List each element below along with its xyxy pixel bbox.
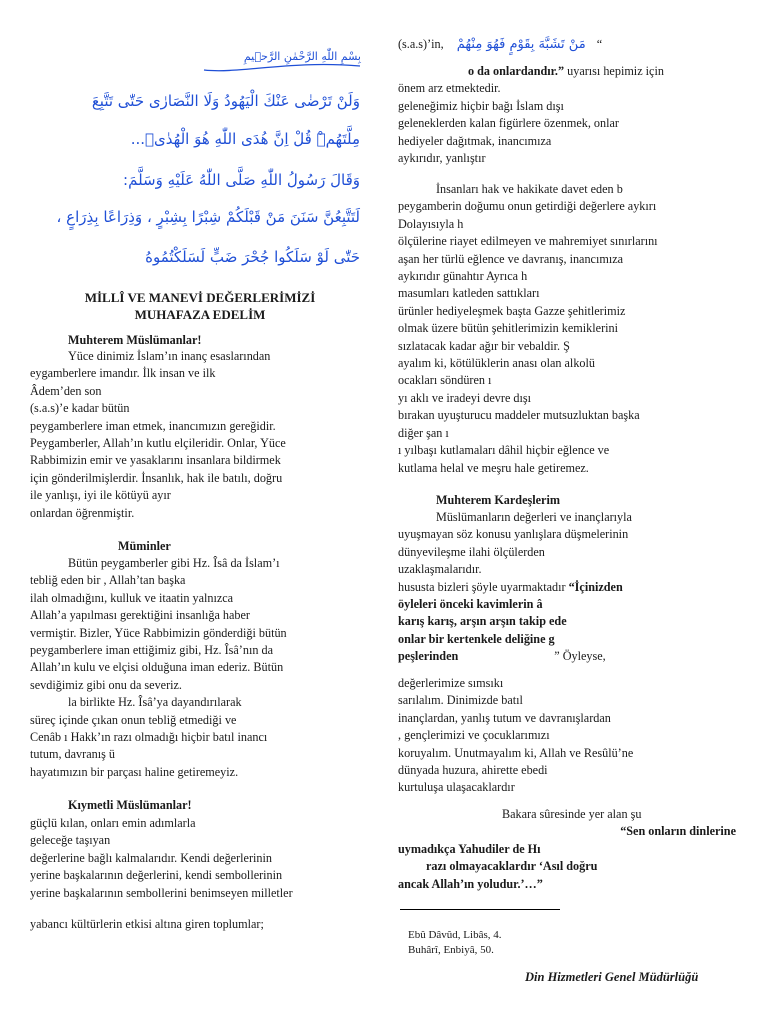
text-line: sevdiğimiz gibi onu da severiz. [30,677,182,692]
text-line: hayatımızın bir parçası haline getiremeyiz. [30,764,239,779]
sas-text: (s.a.s)’in, [398,37,444,51]
left-paragraph-2 [30,555,370,781]
arabic-line-5: حَتّٰى لَوْ سَلَكُوا جُحْرَ ضَبٍّ لَسَلَكْتُمُوهُ [145,248,360,266]
text-line: sızlatacak kadar ağır bir vebaldir. Ş [398,338,570,353]
bold-quote-line: peşlerinden [398,649,459,664]
text-line: uyarısı hepimiz için [564,64,664,78]
text-line: Dolayısıyla h [398,216,464,231]
text-line: değerlerine bağlı kalmalarıdır. Kendi değerlerinin [30,850,272,865]
arabic-line-1: وَلَنْ تَرْضٰى عَنْكَ الْيَهُودُ وَلَا النَّصَارٰى حَتّٰى تَتَّبِعَ [91,92,360,110]
sermon-title [30,289,370,323]
basmala-calligraphy [200,52,365,76]
text-line: kutlama helal ve meşru hale getiremez. [398,460,589,475]
text-line: için gönderilmişlerdir. İnsanlık, hak ile batılı, doğru [30,470,283,485]
text-line: Allah’ın kulu ve elçisi olduğuna iman ederiz. Bütün [30,660,284,675]
text-line: ayalım ki, kötülüklerin anası olan alkolü [398,356,595,371]
text-line: ı yılbaşı kutlamaları dâhil hiçbir eğlence ve [398,443,610,458]
footnote-2: Buhârî, Enbiyâ, 50. [408,944,494,956]
hadith-arabic: مَنْ تَشَبَّهَ بِقَوْمٍ فَهُوَ مِنْهُمْ [456,37,586,52]
text-line: peygamberlere iman etmek, inancımızın gereğidir. [30,418,276,433]
text-line: Bakara sûresinde yer alan şu [502,807,642,821]
text-line: ürünler hediyeleşmek başta Gazze şehitlerimiz [398,303,626,318]
text-line: geleneklerden kalan figürlere özenmek, onlar [398,116,619,131]
left-paragraph-1 [30,348,370,522]
bold-quote-line: ancak Allah’ın yoludur.’…” [398,876,543,891]
text-line: eygamberlere imandır. İlk insan ve ilk [30,366,216,381]
text-line: yerine başkalarının sembollerini benimseyen milletler [30,885,293,900]
text-line: dünyada huzura, ahirette ebedi [398,763,548,778]
heading-muminler: Müminler [118,539,171,553]
text-after-quote: ” Öyleyse, [554,649,606,664]
heading-muhterem-kardeslerim: Muhterem Kardeşlerim [436,493,560,507]
text-line: aykırıdır, yanlıştır [398,151,486,166]
text-line: vermiştir. Bizler, Yüce Rabbimizin gönderdiği bütün [30,625,287,640]
text-line: Allah’a yapılması gerektiğini insanlığa haber [30,608,250,623]
quote-start: “İçinizden [568,579,623,594]
text-line: ölçülerine riayet edilmeyen ve mahremiyet sınırlarını [398,234,658,249]
text-line: ocakları söndüren ı [398,373,492,388]
text-line: İnsanları hak ve hakikate davet eden b [436,182,623,196]
text-line: Yüce dinimiz İslam’ın inanç esaslarından [68,349,271,363]
text-line: ile yanlışı, iyi ile kötüyü ayır [30,488,171,503]
arabic-line-3: وَقَالَ رَسُولُ اللّٰهِ صَلَّى اللّٰهُ عَلَيْهِ وَسَلَّمَ: [123,171,360,189]
text-line [30,902,370,916]
text-line: süreç içinde çıkan onun tebliğ etmediği ve [30,712,237,727]
heading-kiymetli-muslumanlar: Kıymetli Müslümanlar! [68,798,192,812]
text-line: diğer şan ı [398,425,449,440]
text-line: hediyeler dağıtmak, inancımıza [398,133,552,148]
right-paragraph-2 [398,181,736,477]
text-line: hususta bizleri şöyle uyarmaktadır [398,579,566,594]
text-line: ilah olmadığını, kulluk ve itaatin yalnızca [30,590,234,605]
text-line: Cenâb ı Hakk’ın razı olmadığı hiçbir batıl inancı [30,730,268,745]
text-line: bırakan uyuşturucu maddeler mutsuzluktan başka [398,408,640,423]
text-line: aşan her türlü eğlence ve davranış, inancımıza [398,251,624,266]
text-line: onlardan öğrenmiştir. [30,505,135,520]
text-line: Âdem’den son [30,383,102,398]
footnote-divider [400,909,560,910]
text-line: yabancı kültürlerin etkisi altına giren toplumlar; [30,917,264,932]
text-line: peygamberin doğumu onun getirdiği değerlere aykırı [398,199,657,214]
text-line: (s.a.s)’e kadar bütün [30,401,130,416]
right-paragraph-1 [398,63,736,167]
arabic-line-2: مِلَّتَهُمْۜ قُلْ اِنَّ هُدَى اللّٰهِ هُوَ الْهُدٰىۜ... [130,130,360,148]
text-line: peygamberlere iman ettiğimiz gibi, Hz. Îsâ’nın da [30,643,273,658]
text-line: kurtuluşa ulaşacaklardır [398,780,515,795]
left-paragraph-3 [30,815,370,933]
text-line: olmak üzere bütün şehitlerimizin kemiklerini [398,321,618,336]
bold-quote-line: öyleleri önceki kavimlerin â [398,597,543,612]
bold-quote-line: “Sen onların dinlerine [620,824,736,839]
text-line: güçlü kılan, onları emin adımlarla [30,816,196,830]
text-line: koruyalım. Unutmayalım ki, Allah ve Resûlü’ne [398,745,634,760]
text-line: Peygamberler, Allah’ın kutlu elçileridir. Onlar, Yüce [30,436,286,451]
text-line: Müslümanların değerleri ve inançlarıyla [436,510,632,524]
text-line: tutum, davranış ü [30,747,115,762]
basmala-text: بِسْمِ اللّٰهِ الرَّحْمٰنِ الرَّح۪يمِ [243,50,361,63]
title-line-2: MUHAFAZA EDELİM [134,307,266,322]
text-line: önem arz etmektedir. [398,81,501,96]
text-line: dünyevileşme ilahi ölçülerden [398,544,545,559]
bold-phrase: o da onlardandır.” [468,64,565,78]
text-line: masumları katleden sattıkları [398,286,540,301]
text-line: inançlardan, yanlış tutum ve davranışlardan [398,710,611,725]
title-line-1: MİLLÎ VE MANEVİ DEĞERLERİMİZİ [84,290,316,305]
text-line: geleceğe taşıyan [30,833,111,848]
text-line: , gençlerimizi ve çocuklarımızı [398,728,550,743]
bold-quote-line: uymadıkça Yahudiler de Hı [398,841,541,856]
text-line: sarılalım. Dinimizde batıl [398,693,523,708]
right-paragraph-4 [398,675,736,797]
text-line: değerlerimize sımsıkı [398,676,504,690]
text-line: geleneğimiz hiçbir bağı İslam dışı [398,98,564,113]
right-paragraph-3 [398,509,736,666]
quote-mark: “ [596,37,603,51]
text-line: uzaklaşmalarıdır. [398,562,482,577]
text-line: tebliğ eden bir , Allah’tan başka [30,573,186,588]
footer-signature: Din Hizmetleri Genel Müdürlüğü [525,970,699,984]
text-line: yerine başkalarının değerlerini, kendi sembollerinin [30,868,283,883]
bold-quote-line: razı olmayacaklardır ‘Asıl doğru [426,859,598,874]
text-line: Rabbimizin emir ve yasaklarını insanlara bildirmek [30,453,281,468]
text-line: aykırıdır günahtır Ayrıca h [398,269,528,284]
arabic-line-4: لَتَتَّبِعُنَّ سَنَنَ مَنْ قَبْلَكُمْ شِبْرًا بِشِبْرٍ ، وَذِرَاعًا بِذِرَاعٍ ، [56,208,360,226]
right-top-line [398,36,736,53]
right-paragraph-5 [398,806,736,893]
bold-quote-line: karış karış, arşın arşın takip ede [398,614,567,629]
bold-quote-line: onlar bir kertenkele deliğine g [398,631,555,646]
text-line: Bütün peygamberler gibi Hz. Îsâ da İslam’ı [68,556,280,570]
text-line: la birlikte Hz. Îsâ’ya dayandırılarak [68,695,242,710]
heading-muhterem-muslumanlar: Muhterem Müslümanlar! [68,333,202,347]
footnote-1: Ebû Dâvûd, Libâs, 4. [408,929,502,941]
text-line: yı aklı ve iradeyi devre dışı [398,390,532,405]
text-line: uyuşmayan söz konusu yanlışlara düşmelerinin [398,527,629,542]
